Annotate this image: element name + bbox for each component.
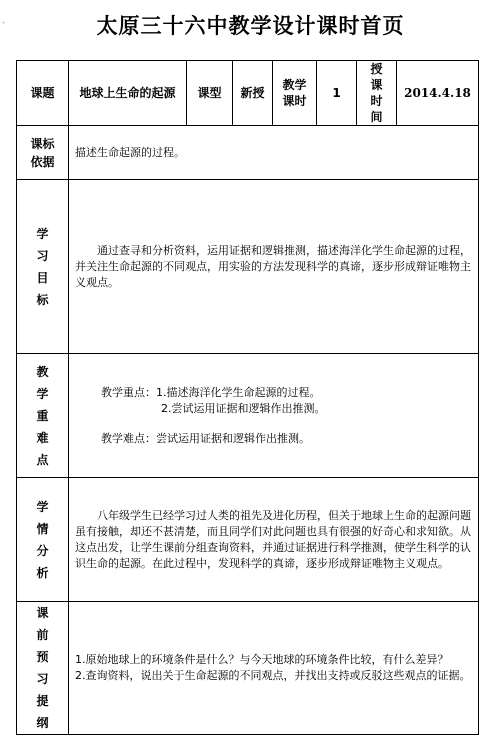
basis-text: 描述生命起源的过程。: [69, 126, 479, 180]
analysis-text: 八年级学生已经学习过人类的祖先及进化历程，但关于地球上生命的起源问题虽有接触，却还不甚清楚，而且同学们对此问题也具有很强的好奇心和求知欲。从这点出发，让学生课前分组查询资料，并通过证据进行科学推测，使学生科学的认识生命的起源。在此过程中，发现科学的真谛，逐步形成辩证唯物主义观点。: [75, 508, 471, 570]
header-row: [17, 61, 479, 126]
analysis-label: 学情分析: [17, 478, 69, 602]
keypoints-row: [17, 354, 479, 478]
analysis-cell: [69, 478, 479, 602]
basis-row: [17, 126, 479, 180]
difficulty-line: 教学难点：尝试运用证据和逻辑作出推测。: [101, 431, 310, 445]
time-label: 授课时间: [357, 61, 397, 126]
time-value: 2014.4.18: [397, 61, 479, 126]
preview-question-1: 1.原始地球上的环境条件是什么？与今天地球的环境条件比较，有什么差异？: [75, 653, 449, 666]
corner-mark: -: [2, 18, 6, 28]
focus-line-2: 2.尝试运用证据和逻辑作出推测。: [161, 401, 326, 415]
preview-row: [17, 602, 479, 735]
page-title: 太原三十六中教学设计课时首页: [96, 13, 405, 38]
keypoints-label: 教学重难点: [17, 354, 69, 478]
preview-label: 课前预习提纲: [17, 602, 69, 735]
goals-label: 学习目标: [17, 180, 69, 354]
topic-label: 课题: [17, 61, 69, 126]
preview-cell: [69, 602, 479, 735]
basis-label: 课标依据: [17, 126, 69, 180]
focus-line-1: 教学重点：1.描述海洋化学生命起源的过程。: [101, 385, 321, 399]
goals-text: 通过查寻和分析资料，运用证据和逻辑推测，描述海洋化学生命起源的过程，并关注生命起源的不同观点，用实验的方法发现科学的真谛，逐步形成辩证唯物主义观点。: [75, 243, 471, 289]
goals-row: [17, 180, 479, 354]
preview-question-2: 2.查询资料，说出关于生命起源的不同观点，并找出支持或反驳这些观点的证据。: [75, 669, 471, 682]
lesson-plan-table: [16, 60, 479, 735]
type-value: 新授: [233, 61, 273, 126]
hours-label: 教学课时: [273, 61, 317, 126]
keypoints-cell: [69, 354, 479, 478]
type-label: 课型: [187, 61, 233, 126]
hours-value: 1: [317, 61, 357, 126]
goals-cell: [69, 180, 479, 354]
analysis-row: [17, 478, 479, 602]
topic-value: 地球上生命的起源: [69, 61, 187, 126]
